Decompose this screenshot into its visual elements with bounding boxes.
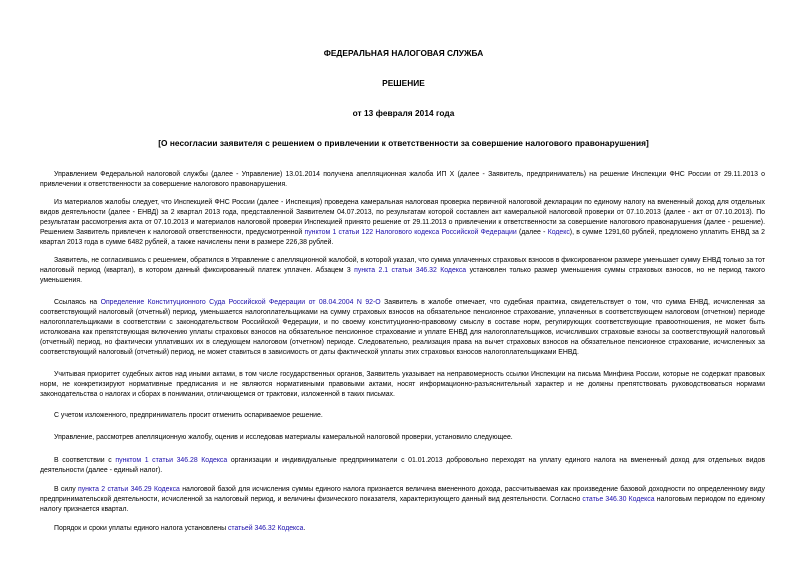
link-code[interactable]: Кодекс	[547, 229, 570, 237]
paragraph-2-text-c: ), в сумме 1291,60 рублей, предложено уплатить ЕНВД за 2 квартал 2013 года в сумме 6482 рублей, а также начислены пени в размере 226,38 рублей.	[40, 229, 765, 247]
doc-date: от 13 февраля 2014 года	[352, 108, 455, 118]
link-article-346-30[interactable]: статье 346.30 Кодекса	[582, 496, 655, 504]
paragraph-2-text-b: (далее -	[516, 229, 548, 237]
paragraph-5: Учитывая приоритет судебных актов над иными актами, в том числе государственных органов, Заявитель указывает на неправомерность ссылки Инспекции на письма Минфина России, которые не содержат правовых норм, не конкретизируют нормативные предписания и не являются нормативными правовыми актами, носят информационно-разъяснительный характер и не должны препятствовать руководствоваться нормами законодательства о налогах и сборах в понимании, отличающемся от трактовки, изложенной в таких письмах.	[40, 371, 765, 399]
link-article-346-28[interactable]: пунктом 1 статьи 346.28 Кодекса	[115, 457, 228, 464]
doc-type-heading: РЕШЕНИЕ	[382, 78, 425, 88]
paragraph-3-text-b: установлен только размер уменьшения суммы страховых взносов, но не период такого уменьшения.	[40, 267, 766, 285]
paragraph-1: Управлением Федеральной налоговой службы (далее - Управление) 13.01.2014 получена апелляционная жалоба ИП Х (далее - Заявитель, предприниматель) на решение Инспекции ФНС России от 29.11.2013 о привлечении к ответственности за совершение налогового правонарушения.	[40, 171, 765, 189]
paragraph-10-text-b: .	[303, 525, 306, 532]
link-article-122[interactable]: пунктом 1 статьи 122 Налогового кодекса Российской Федерации	[304, 229, 517, 237]
paragraph-4	[40, 298, 765, 359]
link-article-346-32-p2-1[interactable]: пункта 2.1 статьи 346.32 Кодекса	[354, 267, 467, 275]
paragraph-9-text-a: В силу	[54, 486, 78, 493]
link-article-346-29[interactable]: пункта 2 статьи 346.29 Кодекса	[78, 486, 180, 493]
paragraph-10	[40, 524, 765, 534]
paragraph-4-text-b: Заявитель в жалобе отмечает, что судебная практика, свидетельствует о том, что сумма ЕНВД, исчисленная за соответствующий налоговый (отчетный) период, уменьшается налогоплательщиками на сумму страховых взносов на обязательное пенсионное страхование, уплаченных в соответствующем налоговом (отчетном) периоде налогоплательщиками в соответствии с законодательством Российской Федерации, и по своему конституционно-правовому смыслу в составе норм, регулирующих соответствующие правоотношения, не может быть истолкована как препятствующая включению уплаты страховых взносов на обязательное пенсионное страхование и уплате ЕНВД для налогоплательщиков, исчисливших страховые взносы за соответствующий налоговый (отчетный) период, но фактически уплативших их в следующем налоговом (отчетном) периоде. Следовательно, реализация права на вычет страховых взносов на обязательное пенсионное страхование, исчисленных за соответствующий налоговый (отчетный) период, не может ставиться в зависимость от даты фактической уплаты этих страховых взносов налогоплательщиками ЕНВД.	[40, 299, 765, 357]
paragraph-10-text-a: Порядок и сроки уплаты единого налога установлены	[54, 525, 228, 532]
paragraph-2	[40, 198, 765, 248]
paragraph-6: С учетом изложенного, предприниматель просит отменить оспариваемое решение.	[54, 412, 323, 419]
paragraph-9-text-b: налоговой базой для исчисления суммы единого налога признается величина вмененного дохода, рассчитываемая как произведение базовой доходности по определенному виду предпринимательской деятельности, исчисленной за налоговый период, и величины физического показателя, характеризующего данный вид деятельности. Согласно	[40, 486, 766, 504]
paragraph-3	[40, 256, 765, 286]
paragraph-9-text-c: налоговым периодом по единому налогу признается квартал.	[40, 496, 765, 514]
doc-subject: [О несогласии заявителя с решением о привлечении к ответственности за совершение налогового правонарушения]	[158, 138, 649, 148]
paragraph-4-text-a: Ссылаясь на	[54, 299, 101, 306]
paragraph-8	[40, 456, 765, 476]
paragraph-8-text-b: организации и индивидуальные предприниматели с 01.01.2013 добровольно переходят на уплату единого налога на вмененный доход для отдельных видов деятельности (далее - единый налог).	[40, 457, 766, 475]
link-constitutional-court-ruling[interactable]: Определение Конституционного Суда Российской Федерации от 08.04.2004 N 92-О	[100, 299, 381, 306]
org-heading: ФЕДЕРАЛЬНАЯ НАЛОГОВАЯ СЛУЖБА	[323, 48, 484, 58]
paragraph-8-text-a: В соответствии с	[54, 457, 116, 464]
link-article-346-32[interactable]: статьей 346.32 Кодекса	[227, 525, 304, 532]
paragraph-3-text-a: Заявитель, не согласившись с решением, обратился в Управление с апелляционной жалобой, в которой указал, что сумма уплаченных страховых взносов в фиксированном размере уменьшает сумму ЕНВД только за тот налоговый период (квартал), в котором данный фиксированный платеж уплачен. Абзацем 3	[40, 257, 765, 275]
paragraph-2-text-a: Из материалов жалобы следует, что Инспекцией ФНС России (далее - Инспекция) проведена камеральная налоговая проверка первичной налоговой декларации по единому налогу на вмененный доход для отдельных видов деятельности (далее - ЕНВД) за 2 квартал 2013 года, представленной Заявителем 04.07.2013, по результатам которой составлен акт камеральной налоговой проверки от 07.10.2013 (далее - акт от 07.10.2013). По результатам рассмотрения акта от 07.10.2013 и материалов налоговой проверки Инспекцией принято решение от 29.11.2013 о привлечении к ответственности за совершение налогового правонарушения (далее - решение). Решением Заявитель привлечен к налоговой ответственности, предусмотренной	[40, 199, 765, 237]
paragraph-9	[40, 485, 765, 515]
paragraph-7: Управление, рассмотрев апелляционную жалобу, оценив и исследовав материалы камеральной налоговой проверки, установило следующее.	[54, 434, 513, 441]
